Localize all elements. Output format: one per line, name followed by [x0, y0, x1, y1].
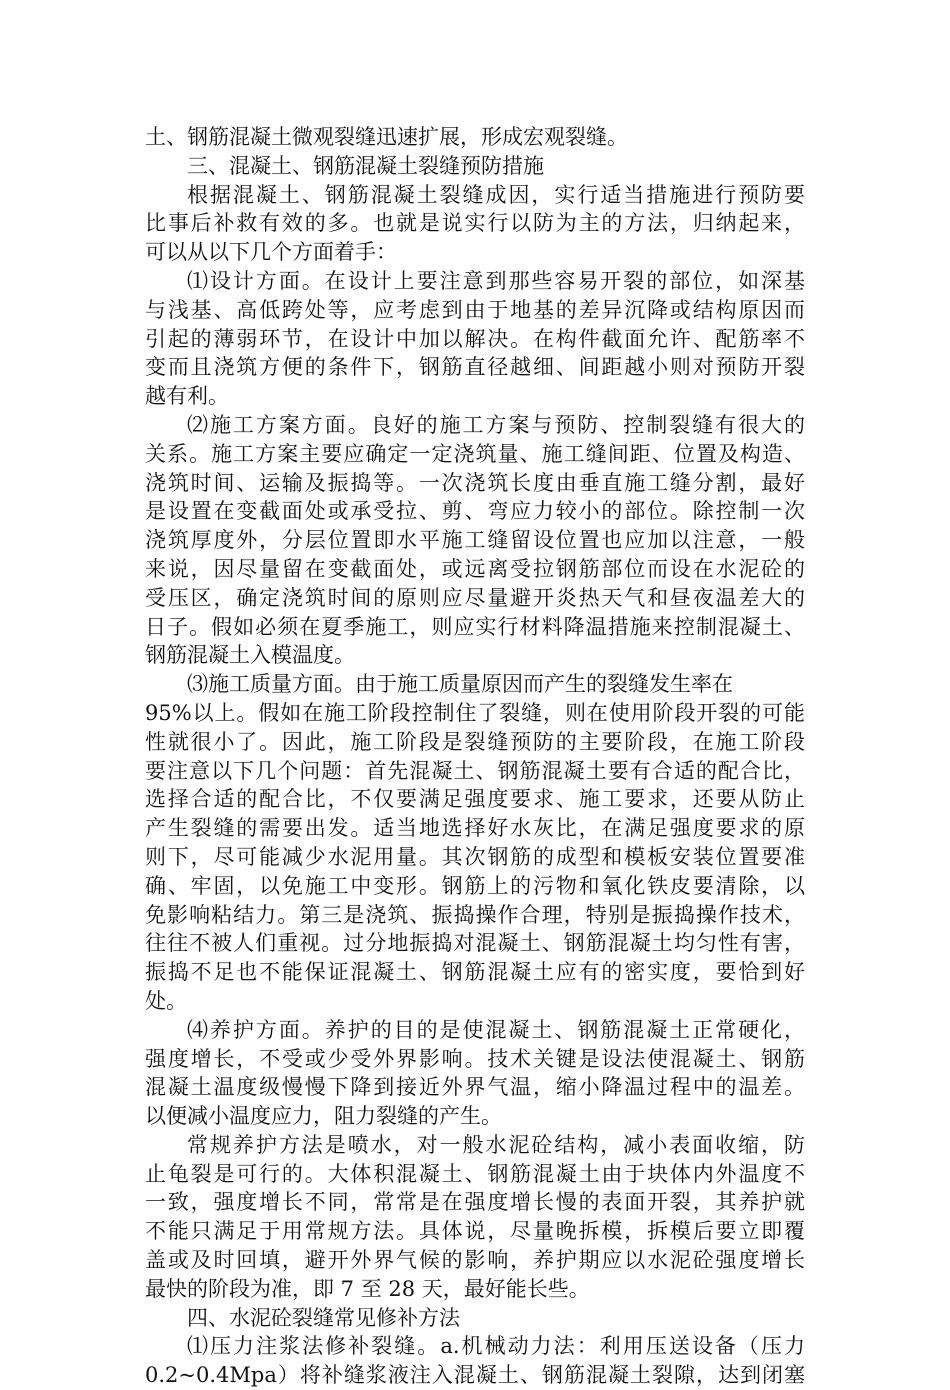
document-body	[145, 123, 805, 1390]
text-line: 免影响粘结力。第三是浇筑、振捣操作合理，特别是振捣操作技术，	[145, 902, 805, 927]
text-line: 来说，因尽量留在变截面处，或远离受拉钢筋部位而设在水泥砼的	[145, 556, 805, 581]
text-line: 引起的薄弱环节，在设计中加以解决。在构件截面允许、配筋率不	[145, 326, 805, 351]
text-line: 根据混凝土、钢筋混凝土裂缝成因，实行适当措施进行预防要	[187, 182, 805, 207]
text-line: 常规养护方法是喷水，对一般水泥砼结构，减小表面收缩，防	[187, 1132, 805, 1157]
text-line: 比事后补救有效的多。也就是说实行以防为主的方法，归纳起来，	[145, 211, 805, 236]
text-line: 变而且浇筑方便的条件下，钢筋直径越细、间距越小则对预防开裂	[145, 355, 805, 380]
text-line: 产生裂缝的需要出发。适当地选择好水灰比，在满足强度要求的原	[145, 816, 805, 841]
text-line: 关系。施工方案主要应确定一定浇筑量、施工缝间距、位置及构造、	[145, 441, 805, 466]
text-line: 是设置在变截面处或承受拉、剪、弯应力较小的部位。除控制一次	[145, 499, 805, 524]
text-line: 处。	[145, 988, 187, 1013]
text-line: 要注意以下几个问题：首先混凝土、钢筋混凝土要有合适的配合比，	[145, 758, 805, 783]
text-line: 混凝土温度级慢慢下降到接近外界气温，缩小降温过程中的温差。	[145, 1075, 805, 1100]
text-line: 选择合适的配合比，不仅要满足强度要求、施工要求，还要从防止	[145, 787, 805, 812]
text-line: 以便减小温度应力，阻力裂缝的产生。	[145, 1104, 502, 1129]
text-line: ⑴设计方面。在设计上要注意到那些容易开裂的部位，如深基	[187, 268, 805, 293]
text-line: ⑶施工质量方面。由于施工质量原因而产生的裂缝发生率在	[187, 672, 733, 697]
text-line: 与浅基、高低跨处等，应考虑到由于地基的差异沉降或结构原因而	[145, 297, 805, 322]
text-line: 强度增长，不受或少受外界影响。技术关键是设法使混凝土、钢筋	[145, 1046, 805, 1071]
text-line: 越有利。	[145, 384, 229, 409]
text-line: 0.2~0.4Mpa）将补缝浆液注入混凝土、钢筋混凝土裂隙，达到闭塞	[145, 1363, 805, 1388]
text-line: 盖或及时回填，避开外界气候的影响，养护期应以水泥砼强度增长	[145, 1248, 805, 1273]
text-line: 振捣不足也不能保证混凝土、钢筋混凝土应有的密实度，要恰到好	[145, 960, 805, 985]
text-line: 日子。假如必须在夏季施工，则应实行材料降温措施来控制混凝土、	[145, 614, 805, 639]
text-line: 四、水泥砼裂缝常见修补方法	[187, 1305, 460, 1330]
text-line: 往往不被人们重视。过分地振捣对混凝土、钢筋混凝土均匀性有害，	[145, 931, 805, 956]
text-line: 确、牢固，以免施工中变形。钢筋上的污物和氧化铁皮要清除，以	[145, 873, 805, 898]
text-line: 一致，强度增长不同，常常是在强度增长慢的表面开裂，其养护就	[145, 1190, 805, 1215]
text-line: ⑵施工方案方面。良好的施工方案与预防、控制裂缝有很大的	[187, 412, 805, 437]
text-line: 浇筑厚度外，分层位置即水平施工缝留设位置也应加以注意，一般	[145, 528, 805, 553]
text-line: ⑴压力注浆法修补裂缝。a.机械动力法：利用压送设备（压力	[187, 1334, 805, 1359]
text-line: ⑷养护方面。养护的目的是使混凝土、钢筋混凝土正常硬化，	[187, 1017, 805, 1042]
text-line: 钢筋混凝土入模温度。	[145, 643, 355, 668]
text-line: 95%以上。假如在施工阶段控制住了裂缝，则在使用阶段开裂的可能	[145, 700, 805, 725]
text-line: 不能只满足于用常规方法。具体说，尽量晚拆模，拆模后要立即覆	[145, 1219, 805, 1244]
text-line: 浇筑时间、运输及振捣等。一次浇筑长度由垂直施工缝分割，最好	[145, 470, 805, 495]
text-line: 最快的阶段为准，即 7 至 28 天，最好能长些。	[145, 1276, 590, 1301]
text-line: 止龟裂是可行的。大体积混凝土、钢筋混凝土由于块体内外温度不	[145, 1161, 805, 1186]
text-line: 则下，尽可能减少水泥用量。其次钢筋的成型和模板安装位置要准	[145, 844, 805, 869]
text-line: 可以从以下几个方面着手：	[145, 240, 397, 265]
text-line: 受压区，确定浇筑时间的原则应尽量避开炎热天气和昼夜温差大的	[145, 585, 805, 610]
text-line: 土、钢筋混凝土微观裂缝迅速扩展，形成宏观裂缝。	[145, 125, 628, 149]
text-line: 性就很小了。因此，施工阶段是裂缝预防的主要阶段，在施工阶段	[145, 729, 805, 754]
text-line: 三、混凝土、钢筋混凝土裂缝预防措施	[187, 153, 544, 178]
